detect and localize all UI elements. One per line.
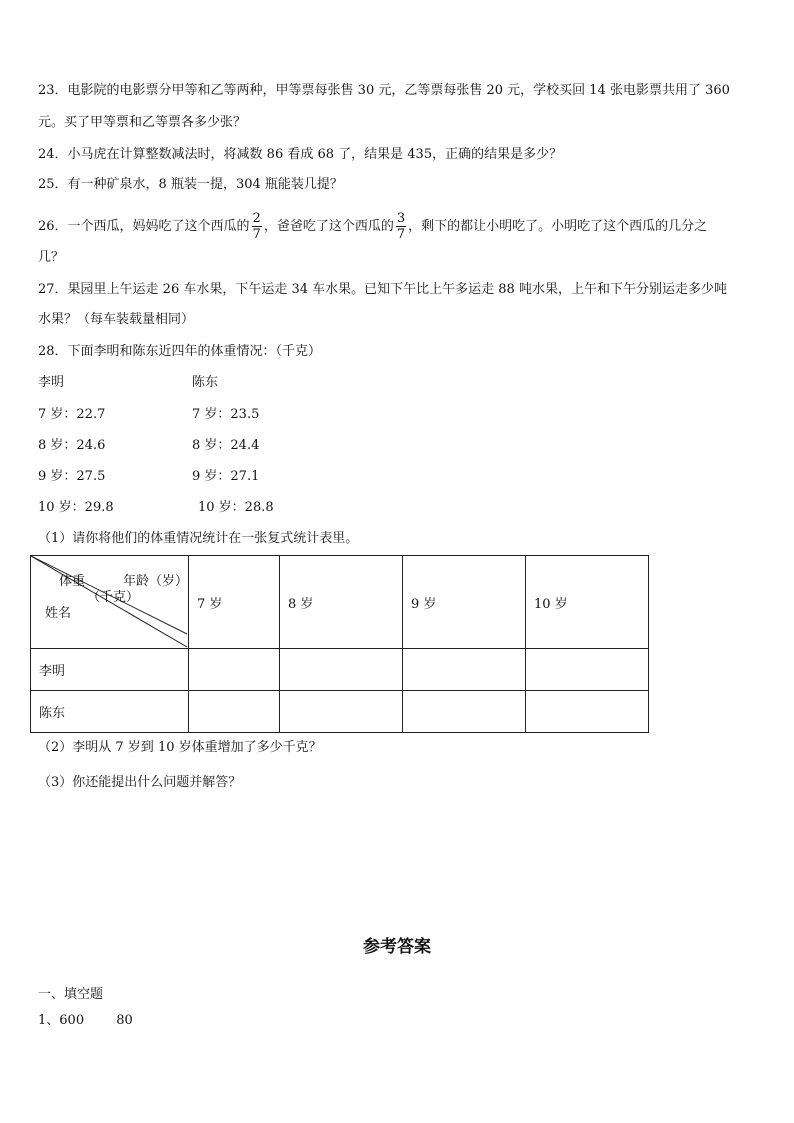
- weight-liming-8: 8 岁：24.6: [38, 438, 106, 453]
- weights-name-chendong: 陈东: [192, 375, 219, 390]
- fraction-numerator: 2: [252, 211, 261, 226]
- sub-question-3: （3）你还能提出什么问题并解答？: [38, 775, 242, 790]
- fraction-numerator: 3: [396, 211, 406, 226]
- question-26-line1: [38, 210, 707, 244]
- question-23-line2: 元。买了甲等票和乙等票各多少张？: [38, 115, 247, 130]
- table-cell[interactable]: [403, 691, 526, 733]
- table-cell[interactable]: [280, 649, 403, 691]
- table-corner-cell: [31, 556, 189, 649]
- header-7: 7 岁: [189, 556, 280, 649]
- weight-chendong-9: 9 岁：27.1: [192, 469, 260, 484]
- weight-liming-9: 9 岁：27.5: [38, 469, 106, 484]
- question-25: 25．有一种矿泉水，8 瓶装一提，304 瓶能装几提？: [38, 177, 343, 192]
- question-28: 28．下面李明和陈东近四年的体重情况：（千克）: [38, 344, 322, 359]
- answer-1: [38, 1011, 133, 1031]
- answers-title: 参考答案: [363, 937, 431, 957]
- question-26-line2: 几？: [38, 250, 65, 265]
- weights-header-row: [38, 373, 219, 393]
- weights-name-liming: 李明: [38, 375, 65, 390]
- corner-age-label: 年龄（岁）: [123, 574, 189, 589]
- header-8: 8 岁: [280, 556, 403, 649]
- question-26-text-a: 26．一个西瓜，妈妈吃了这个西瓜的: [38, 219, 250, 234]
- weight-liming-7: 7 岁：22.7: [38, 407, 106, 422]
- corner-unit-label: （千克）: [87, 590, 140, 605]
- weight-chendong-7: 7 岁：23.5: [192, 407, 260, 422]
- row-label-chendong: 陈东: [31, 691, 189, 733]
- weights-row: [38, 405, 260, 425]
- fraction-denominator: 7: [396, 227, 406, 242]
- table-header-row: [31, 556, 649, 649]
- weights-row: [38, 436, 260, 456]
- corner-weight-label: 体重: [59, 574, 86, 589]
- fraction-two-sevenths: [252, 211, 262, 242]
- sub-question-1: （1）请你将他们的体重情况统计在一张复式统计表里。: [38, 531, 359, 546]
- sub-question-2: （2）李明从 7 岁到 10 岁体重增加了多少千克？: [38, 740, 322, 755]
- weights-row: [38, 498, 274, 518]
- fraction-denominator: 7: [252, 227, 261, 242]
- question-27-line1: 27．果园里上午运走 26 车水果，下午运走 34 车水果。已知下午比上午多运走 88 吨水果，上午和下午分别运走多少吨: [38, 282, 727, 297]
- answer-1-value: 80: [116, 1013, 133, 1028]
- answer-1-label: 1、600: [38, 1013, 85, 1028]
- header-10: 10 岁: [526, 556, 649, 649]
- weight-chendong-8: 8 岁：24.4: [192, 438, 260, 453]
- weight-stat-table: [30, 555, 649, 733]
- table-cell[interactable]: [189, 691, 280, 733]
- fraction-three-sevenths: [396, 211, 406, 242]
- question-26-text-c: ，剩下的都让小明吃了。小明吃了这个西瓜的几分之: [408, 219, 708, 234]
- answers-section: 一、填空题: [38, 987, 104, 1002]
- question-23-line1: 23．电影院的电影票分甲等和乙等两种，甲等票每张售 30 元，乙等票每张售 20 元，学校买回 14 张电影票共用了 360: [38, 83, 730, 98]
- question-26-text-b: ，爸爸吃了这个西瓜的: [263, 219, 394, 234]
- corner-name-label: 姓名: [45, 606, 72, 621]
- weights-row: [38, 467, 260, 487]
- table-row: [31, 691, 649, 733]
- table-cell[interactable]: [280, 691, 403, 733]
- table-cell[interactable]: [526, 691, 649, 733]
- question-27-line2: 水果？（每车装载量相同）: [38, 312, 195, 327]
- header-9: 9 岁: [403, 556, 526, 649]
- table-cell[interactable]: [526, 649, 649, 691]
- row-label-liming: 李明: [31, 649, 189, 691]
- table-row: [31, 649, 649, 691]
- weight-chendong-10: 10 岁：28.8: [198, 500, 274, 515]
- table-cell[interactable]: [403, 649, 526, 691]
- question-24: 24．小马虎在计算整数减法时，将减数 86 看成 68 了，结果是 435，正确的结果是多少？: [38, 147, 563, 162]
- table-cell[interactable]: [189, 649, 280, 691]
- weight-liming-10: 10 岁：29.8: [38, 500, 114, 515]
